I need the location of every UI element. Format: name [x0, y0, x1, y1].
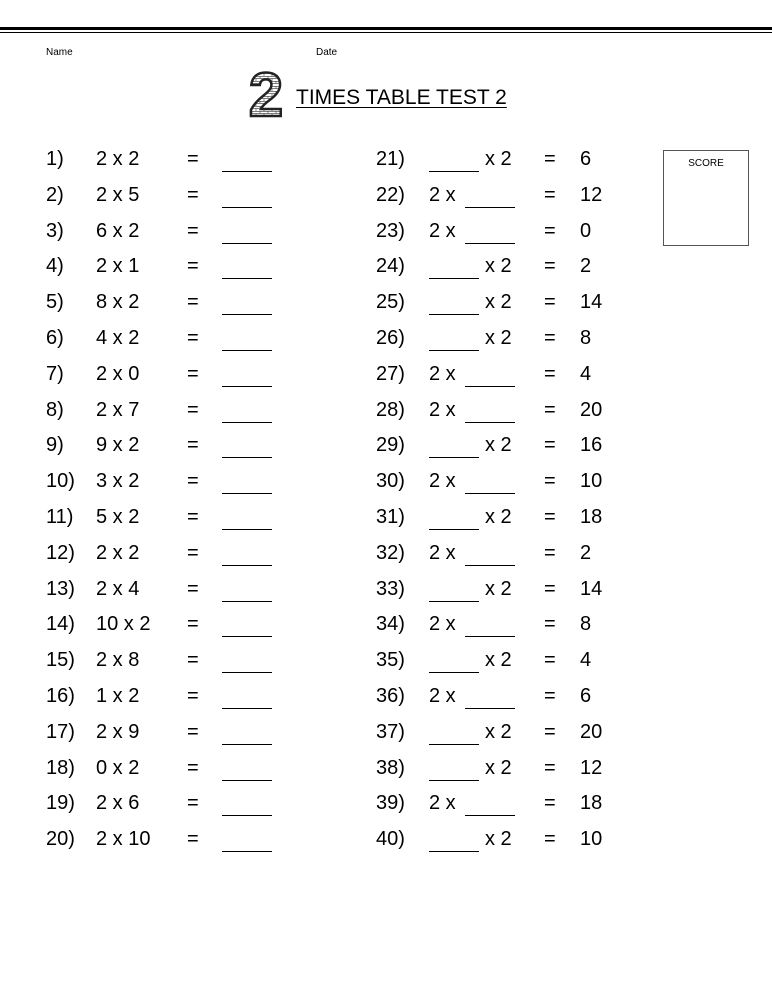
title-text: TIMES TABLE TEST 2 — [296, 86, 507, 109]
problem-expression: 2 x 1 — [96, 255, 140, 278]
problem-row — [46, 792, 286, 818]
problem-expression: 2 x 9 — [96, 720, 140, 743]
date-label: Date — [316, 47, 338, 58]
top-rule-thin — [0, 32, 772, 33]
equals-sign: = — [187, 398, 199, 421]
factor-blank[interactable] — [465, 422, 515, 423]
problem-number: 35) — [376, 649, 405, 672]
problem-expression: 1 x 2 — [96, 685, 140, 707]
answer-blank[interactable] — [222, 207, 272, 208]
equals-sign: = — [544, 434, 556, 457]
factor-blank[interactable] — [465, 386, 515, 387]
problem-expression: 2 x 2 — [96, 148, 140, 170]
problem-expression: 2 x 4 — [96, 577, 140, 600]
problem-row — [376, 649, 636, 675]
problem-expression: 2 x — [429, 398, 456, 421]
equals-sign: = — [544, 362, 556, 385]
problem-expression: x 2 — [485, 148, 512, 170]
equals-sign: = — [187, 828, 199, 851]
problem-number: 24) — [376, 255, 405, 278]
problem-number: 26) — [376, 327, 405, 349]
problem-row — [46, 434, 286, 460]
product-value: 8 — [580, 613, 592, 636]
equals-sign: = — [187, 470, 199, 493]
problem-row — [46, 578, 286, 604]
problem-expression: x 2 — [485, 720, 512, 743]
problem-number: 25) — [376, 291, 405, 314]
problem-expression: x 2 — [485, 255, 512, 278]
product-value: 0 — [580, 219, 592, 242]
problem-number: 6) — [46, 327, 64, 349]
equals-sign: = — [544, 255, 556, 278]
answer-blank[interactable] — [222, 708, 272, 709]
problem-number: 5) — [46, 291, 64, 314]
product-value: 12 — [580, 183, 603, 206]
equals-sign: = — [187, 792, 199, 815]
equals-sign: = — [544, 219, 556, 242]
problem-number: 19) — [46, 792, 75, 815]
equals-sign: = — [187, 327, 199, 349]
problem-expression: 3 x 2 — [96, 470, 140, 493]
top-rule-thick — [0, 27, 772, 30]
product-value: 4 — [580, 362, 592, 385]
equals-sign: = — [187, 541, 199, 564]
problem-expression: x 2 — [485, 649, 512, 672]
problem-expression: 2 x 6 — [96, 792, 140, 815]
problem-number: 12) — [46, 541, 75, 564]
product-value: 18 — [580, 792, 603, 815]
problem-row — [376, 613, 636, 639]
problem-number: 17) — [46, 720, 75, 743]
equals-sign: = — [544, 541, 556, 564]
product-value: 12 — [580, 756, 603, 779]
problem-number: 34) — [376, 613, 405, 636]
factor-blank[interactable] — [429, 851, 479, 852]
problem-number: 11) — [46, 506, 74, 528]
factor-blank[interactable] — [429, 529, 479, 530]
product-value: 10 — [580, 828, 603, 851]
problem-number: 7) — [46, 362, 64, 385]
problem-expression: 2 x — [429, 362, 456, 385]
answer-blank[interactable] — [222, 815, 272, 816]
problem-expression: 2 x 7 — [96, 398, 140, 421]
problem-row — [376, 685, 636, 711]
problem-number: 23) — [376, 219, 405, 242]
problem-row — [46, 613, 286, 639]
problem-number: 18) — [46, 756, 75, 779]
equals-sign: = — [187, 255, 199, 278]
equals-sign: = — [544, 183, 556, 206]
equals-sign: = — [544, 649, 556, 672]
answer-blank[interactable] — [222, 529, 272, 530]
equals-sign: = — [544, 577, 556, 600]
problem-expression: 2 x 2 — [96, 541, 140, 564]
problem-number: 8) — [46, 398, 64, 421]
factor-blank[interactable] — [429, 314, 479, 315]
problem-number: 14) — [46, 613, 75, 636]
problem-number: 2) — [46, 183, 64, 206]
problem-row — [376, 434, 636, 460]
equals-sign: = — [544, 720, 556, 743]
answer-blank[interactable] — [222, 565, 272, 566]
factor-blank[interactable] — [429, 350, 479, 351]
problem-expression: 4 x 2 — [96, 327, 140, 349]
equals-sign: = — [187, 506, 199, 528]
factor-blank[interactable] — [429, 171, 479, 172]
problem-row — [376, 399, 636, 425]
factor-blank[interactable] — [465, 493, 515, 494]
product-value: 8 — [580, 327, 592, 349]
problem-row — [376, 255, 636, 281]
problem-expression: 2 x — [429, 470, 456, 493]
problem-row — [376, 506, 636, 532]
problem-row — [376, 578, 636, 604]
problem-number: 3) — [46, 219, 64, 242]
problem-number: 13) — [46, 577, 75, 600]
problem-expression: 2 x — [429, 685, 456, 707]
problem-number: 40) — [376, 828, 405, 851]
equals-sign: = — [187, 613, 199, 636]
factor-blank[interactable] — [465, 207, 515, 208]
product-value: 10 — [580, 470, 603, 493]
problem-row — [46, 148, 286, 174]
problem-expression: 2 x — [429, 541, 456, 564]
equals-sign: = — [544, 506, 556, 528]
answer-blank[interactable] — [222, 780, 272, 781]
problem-expression: 5 x 2 — [96, 506, 140, 528]
name-label: Name — [46, 47, 73, 58]
problem-number: 29) — [376, 434, 405, 457]
answer-blank[interactable] — [222, 278, 272, 279]
problem-row — [376, 828, 636, 854]
problem-number: 38) — [376, 756, 405, 779]
product-value: 14 — [580, 577, 603, 600]
product-value: 20 — [580, 720, 603, 743]
equals-sign: = — [187, 148, 199, 170]
problem-expression: 2 x — [429, 792, 456, 815]
equals-sign: = — [187, 183, 199, 206]
equals-sign: = — [187, 577, 199, 600]
problem-expression: x 2 — [485, 291, 512, 314]
problem-row — [46, 255, 286, 281]
problem-number: 20) — [46, 828, 75, 851]
problem-expression: x 2 — [485, 327, 512, 349]
answer-blank[interactable] — [222, 350, 272, 351]
problem-row — [46, 220, 286, 246]
answer-blank[interactable] — [222, 672, 272, 673]
problem-expression: x 2 — [485, 434, 512, 457]
equals-sign: = — [544, 792, 556, 815]
equals-sign: = — [544, 470, 556, 493]
factor-blank[interactable] — [429, 601, 479, 602]
score-box[interactable] — [663, 150, 749, 246]
problem-row — [46, 721, 286, 747]
problem-expression: x 2 — [485, 828, 512, 851]
factor-blank[interactable] — [429, 780, 479, 781]
problem-expression: 8 x 2 — [96, 291, 140, 314]
problem-number: 4) — [46, 255, 64, 278]
problem-number: 31) — [376, 506, 405, 528]
answer-blank[interactable] — [222, 422, 272, 423]
product-value: 16 — [580, 434, 603, 457]
problem-expression: 2 x — [429, 183, 456, 206]
equals-sign: = — [187, 219, 199, 242]
problem-row — [376, 220, 636, 246]
answer-blank[interactable] — [222, 601, 272, 602]
problem-number: 9) — [46, 434, 64, 457]
problem-expression: 2 x 5 — [96, 183, 140, 206]
answer-blank[interactable] — [222, 314, 272, 315]
problem-number: 15) — [46, 649, 75, 672]
answer-blank[interactable] — [222, 851, 272, 852]
factor-blank[interactable] — [465, 243, 515, 244]
problem-row — [376, 327, 636, 353]
problem-expression: x 2 — [485, 577, 512, 600]
problem-row — [46, 649, 286, 675]
problem-row — [376, 148, 636, 174]
problem-row — [46, 757, 286, 783]
problem-row — [46, 327, 286, 353]
factor-blank[interactable] — [429, 278, 479, 279]
problem-expression: 9 x 2 — [96, 434, 140, 457]
problem-number: 16) — [46, 685, 75, 707]
problem-number: 28) — [376, 398, 405, 421]
answer-blank[interactable] — [222, 243, 272, 244]
problem-row — [376, 291, 636, 317]
problem-row — [46, 685, 286, 711]
problem-number: 37) — [376, 720, 405, 743]
equals-sign: = — [544, 685, 556, 707]
top-double-rule — [0, 27, 772, 35]
answer-blank[interactable] — [222, 744, 272, 745]
equals-sign: = — [544, 291, 556, 314]
svg-text:2: 2 — [248, 66, 284, 122]
equals-sign: = — [544, 756, 556, 779]
equals-sign: = — [187, 434, 199, 457]
problem-number: 32) — [376, 541, 405, 564]
problem-expression: x 2 — [485, 756, 512, 779]
product-value: 6 — [580, 685, 592, 707]
problem-row — [46, 828, 286, 854]
problem-expression: 0 x 2 — [96, 756, 140, 779]
problem-row — [46, 363, 286, 389]
problem-row — [376, 363, 636, 389]
factor-blank[interactable] — [465, 636, 515, 637]
equals-sign: = — [544, 613, 556, 636]
answer-blank[interactable] — [222, 386, 272, 387]
problem-expression: 2 x — [429, 613, 456, 636]
problem-expression: 6 x 2 — [96, 219, 140, 242]
problem-row — [46, 470, 286, 496]
answer-blank[interactable] — [222, 493, 272, 494]
product-value: 2 — [580, 541, 592, 564]
answer-blank[interactable] — [222, 457, 272, 458]
product-value: 2 — [580, 255, 592, 278]
problem-expression: 2 x 8 — [96, 649, 140, 672]
factor-blank[interactable] — [465, 815, 515, 816]
problem-number: 27) — [376, 362, 405, 385]
problem-expression: 10 x 2 — [96, 613, 151, 636]
problem-number: 39) — [376, 792, 405, 815]
problem-row — [376, 757, 636, 783]
equals-sign: = — [187, 720, 199, 743]
problem-row — [376, 184, 636, 210]
problem-row — [46, 399, 286, 425]
problem-row — [46, 506, 286, 532]
problem-row — [376, 721, 636, 747]
product-value: 14 — [580, 291, 603, 314]
factor-blank[interactable] — [429, 672, 479, 673]
problem-row — [46, 542, 286, 568]
equals-sign: = — [544, 148, 556, 170]
equals-sign: = — [187, 291, 199, 314]
problem-expression: x 2 — [485, 506, 512, 528]
equals-sign: = — [544, 398, 556, 421]
problem-number: 21) — [376, 148, 405, 170]
problem-number: 33) — [376, 577, 405, 600]
equals-sign: = — [187, 685, 199, 707]
equals-sign: = — [187, 756, 199, 779]
factor-blank[interactable] — [465, 565, 515, 566]
product-value: 20 — [580, 398, 603, 421]
equals-sign: = — [187, 362, 199, 385]
problem-row — [46, 184, 286, 210]
equals-sign: = — [544, 828, 556, 851]
product-value: 18 — [580, 506, 603, 528]
problem-expression: 2 x 0 — [96, 362, 140, 385]
factor-blank[interactable] — [429, 457, 479, 458]
problem-number: 36) — [376, 685, 405, 707]
problem-number: 30) — [376, 470, 405, 493]
problem-expression: 2 x 10 — [96, 828, 151, 851]
problem-row — [376, 792, 636, 818]
problem-number: 22) — [376, 183, 405, 206]
factor-blank[interactable] — [429, 744, 479, 745]
factor-blank[interactable] — [465, 708, 515, 709]
answer-blank[interactable] — [222, 636, 272, 637]
brick-digit-two-icon — [242, 66, 290, 122]
problem-number: 1) — [46, 148, 64, 170]
problem-row — [376, 542, 636, 568]
answer-blank[interactable] — [222, 171, 272, 172]
equals-sign: = — [544, 327, 556, 349]
score-label: SCORE — [688, 158, 724, 169]
problem-row — [46, 291, 286, 317]
product-value: 6 — [580, 148, 592, 170]
problem-number: 10) — [46, 470, 75, 493]
problem-expression: 2 x — [429, 219, 456, 242]
equals-sign: = — [187, 649, 199, 672]
product-value: 4 — [580, 649, 592, 672]
problem-row — [376, 470, 636, 496]
